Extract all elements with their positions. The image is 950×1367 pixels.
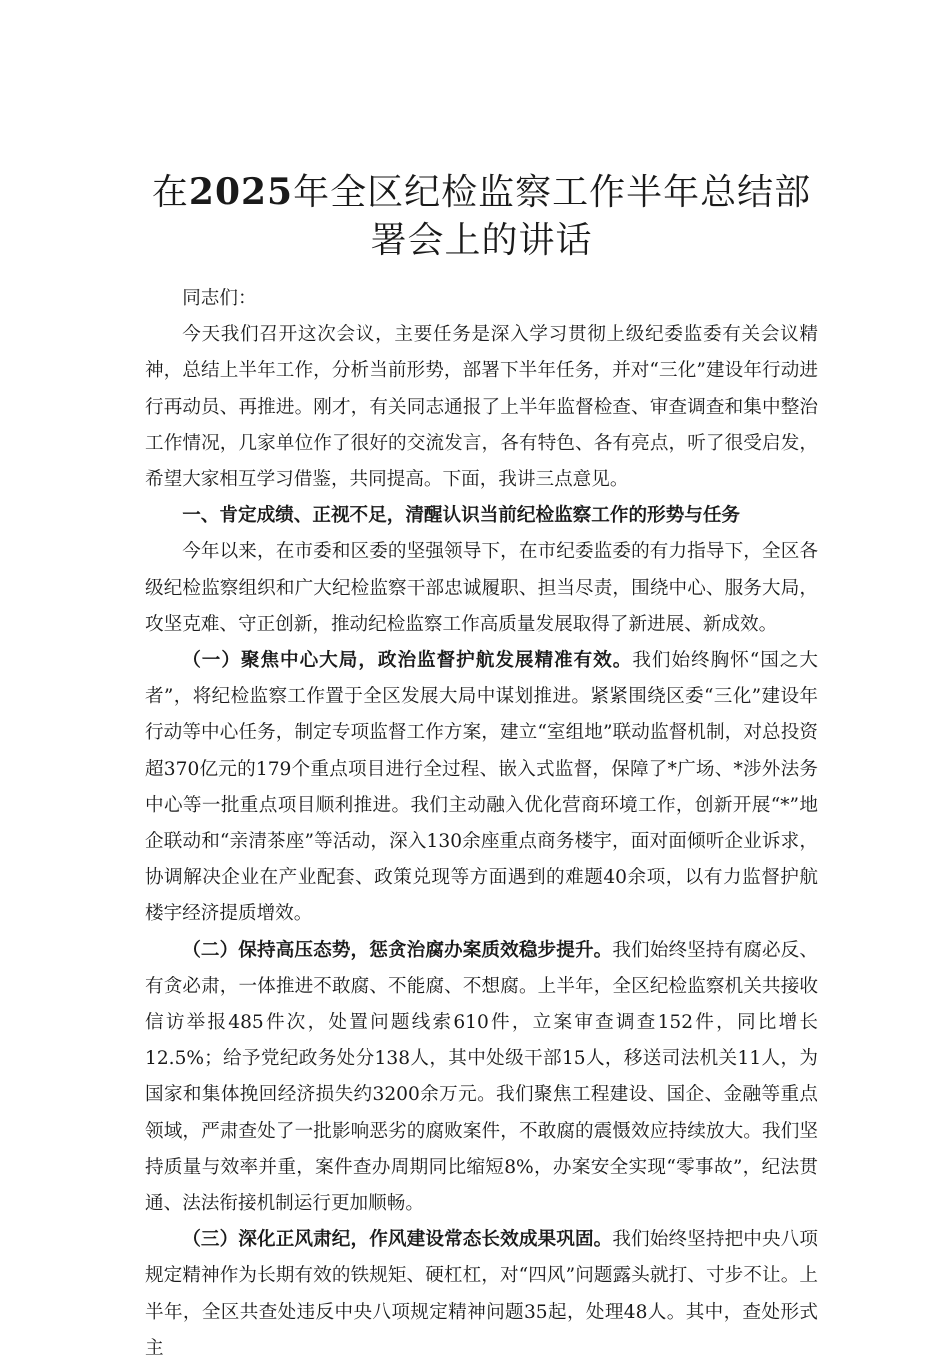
salutation: 同志们： <box>182 288 257 309</box>
point-lead-3: （三）深化正风肃纪，作风建设常态长效成果巩固。 <box>182 1229 613 1251</box>
title-year: 2025 <box>188 171 294 213</box>
section-overview-paragraph: 今年以来，在市委和区委的坚强领导下，在市纪委监委的有力指导下，全区各级纪检监察组织和广大纪检监察干部忠诚履职、担当尽责，围绕中心、服务大局，攻坚克难、守正创新，推动纪检监察工作高质量发展取得了新进展、新成效。 <box>145 541 818 635</box>
point-paragraph-1 <box>145 643 818 933</box>
page-title <box>145 168 818 265</box>
title-suffix: 年全区纪检监察工作半年总结部署会上的讲话 <box>293 172 812 261</box>
point-body-2: 我们始终坚持有腐必反、有贪必肃，一体推进不敢腐、不能腐、不想腐。上半年，全区纪检监察机关共接收信访举报485件次，处置问题线索610件，立案审查调查152件，同比增长12.5%；给予党纪政务处分138人，其中处级干部15人，移送司法机关11人，为国家和集体挽回经济损失约3200余万元。我们聚焦工程建设、国企、金融等重点领域，严肃查处了一批影响恶劣的腐败案件，不敢腐的震慑效应持续放大。我们坚持质量与效率并重，案件查办周期同比缩短8%，办案安全实现“零事故”，纪法贯通、法法衔接机制运行更加顺畅。 <box>145 939 818 1215</box>
point-body-1: 我们始终胸怀“国之大者”，将纪检监察工作置于全区发展大局中谋划推进。紧紧围绕区委“三化”建设年行动等中心任务，制定专项监督工作方案，建立“室组地”联动监督机制，对总投资超370亿元的179个重点项目进行全过程、嵌入式监督，保障了*广场、*涉外法务中心等一批重点项目顺利推进。我们主动融入优化营商环境工作，创新开展“*”地企联动和“亲清茶座”等活动，深入130余座重点商务楼宇，面对面倾听企业诉求，协调解决企业在产业配套、政策兑现等方面遇到的难题40余项，以有力监督护航楼宇经济提质增效。 <box>145 650 818 925</box>
point-lead-1: （一）聚焦中心大局，政治监督护航发展精准有效。 <box>182 650 633 672</box>
intro-paragraph: 今天我们召开这次会议，主要任务是深入学习贯彻上级纪委监委有关会议精神，总结上半年工作，分析当前形势，部署下半年任务，并对“三化”建设年行动进行再动员、再推进。刚才，有关同志通报了上半年监督检查、审查调查和集中整治工作情况，几家单位作了很好的交流发言，各有特色、各有亮点，听了很受启发，希望大家相互学习借鉴，共同提高。下面，我讲三点意见。 <box>145 324 818 491</box>
point-paragraph-2 <box>145 933 818 1223</box>
point-lead-2: （二）保持高压态势，惩贪治腐办案质效稳步提升。 <box>182 939 613 961</box>
section-heading-1: 一、肯定成绩、正视不足，清醒认识当前纪检监察工作的形势与任务 <box>182 505 741 527</box>
point-paragraph-3 <box>145 1222 818 1367</box>
title-prefix: 在 <box>151 172 189 213</box>
point-body-3: 我们始终坚持把中央八项规定精神作为长期有效的铁规矩、硬杠杠，对“四风”问题露头就打、寸步不让。上半年，全区共查处违反中央八项规定精神问题35起，处理48人。其中，查处形式主 <box>145 1229 818 1359</box>
